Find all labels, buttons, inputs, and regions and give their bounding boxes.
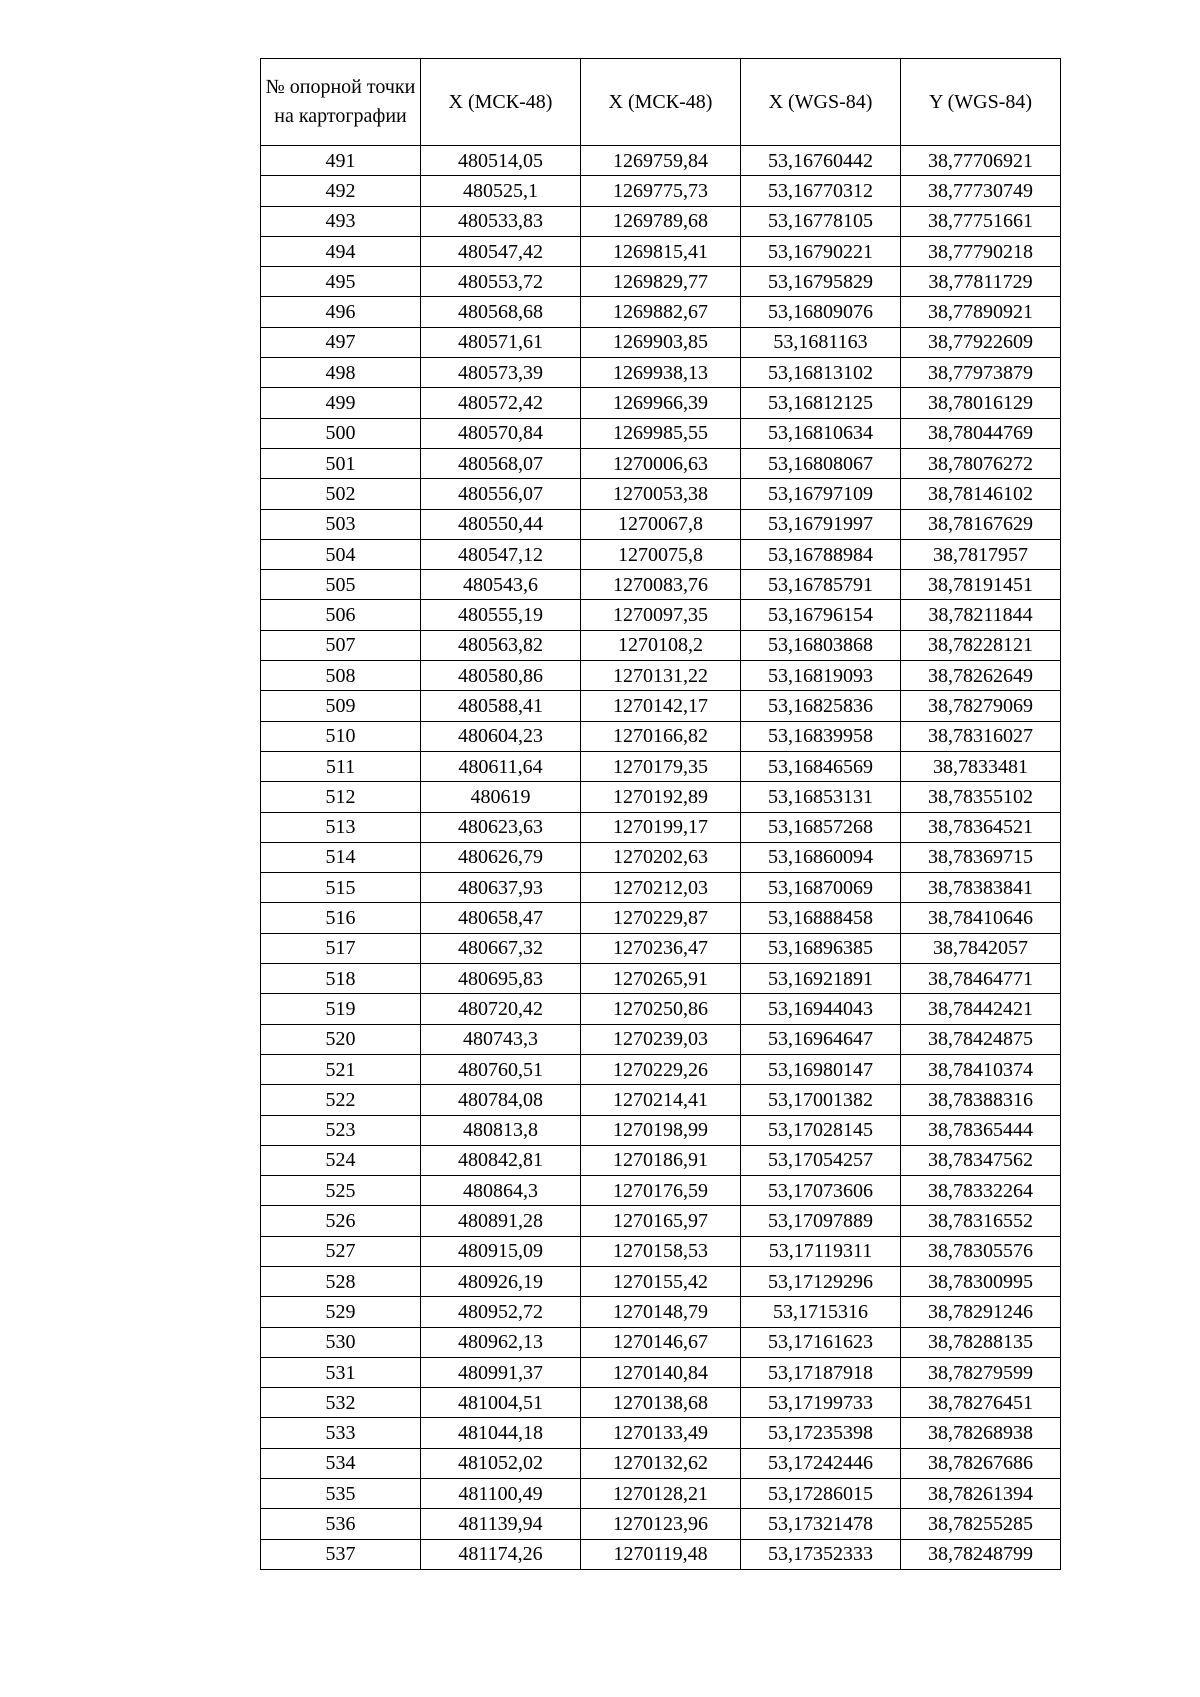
x-msk48-cell: 480813,8 [421, 1115, 581, 1145]
point-number-cell: 516 [261, 903, 421, 933]
table-row [261, 388, 1061, 418]
point-number-cell: 533 [261, 1418, 421, 1448]
x-wgs84-cell: 53,16812125 [741, 388, 901, 418]
table-row [261, 327, 1061, 357]
header-x-wgs84: X (WGS-84) [741, 59, 901, 146]
table-row [261, 994, 1061, 1024]
x-msk48-second-cell: 1270179,35 [581, 751, 741, 781]
point-number-cell: 500 [261, 418, 421, 448]
point-number-cell: 513 [261, 812, 421, 842]
table-row [261, 964, 1061, 994]
x-msk48-second-cell: 1270202,63 [581, 842, 741, 872]
point-number-cell: 515 [261, 873, 421, 903]
table-row [261, 176, 1061, 206]
x-msk48-second-cell: 1270158,53 [581, 1236, 741, 1266]
x-msk48-cell: 481174,26 [421, 1539, 581, 1569]
point-number-cell: 521 [261, 1054, 421, 1084]
table-row [261, 236, 1061, 266]
x-wgs84-cell: 53,16778105 [741, 206, 901, 236]
x-wgs84-cell: 53,17242446 [741, 1448, 901, 1478]
x-msk48-cell: 480952,72 [421, 1297, 581, 1327]
y-wgs84-cell: 38,78442421 [901, 994, 1061, 1024]
point-number-cell: 492 [261, 176, 421, 206]
point-number-cell: 519 [261, 994, 421, 1024]
x-msk48-second-cell: 1270265,91 [581, 964, 741, 994]
x-msk48-cell: 480572,42 [421, 388, 581, 418]
x-msk48-cell: 480915,09 [421, 1236, 581, 1266]
table-row [261, 1388, 1061, 1418]
point-number-cell: 534 [261, 1448, 421, 1478]
x-wgs84-cell: 53,17352333 [741, 1539, 901, 1569]
point-number-cell: 495 [261, 267, 421, 297]
point-number-cell: 494 [261, 236, 421, 266]
x-msk48-second-cell: 1270067,8 [581, 509, 741, 539]
x-msk48-second-cell: 1270138,68 [581, 1388, 741, 1418]
x-wgs84-cell: 53,16795829 [741, 267, 901, 297]
table-row [261, 509, 1061, 539]
point-number-cell: 508 [261, 661, 421, 691]
x-wgs84-cell: 53,16846569 [741, 751, 901, 781]
x-msk48-second-cell: 1270192,89 [581, 782, 741, 812]
x-wgs84-cell: 53,16870069 [741, 873, 901, 903]
x-wgs84-cell: 53,16808067 [741, 448, 901, 478]
point-number-cell: 511 [261, 751, 421, 781]
table-row [261, 1327, 1061, 1357]
x-msk48-cell: 480556,07 [421, 479, 581, 509]
x-wgs84-cell: 53,16791997 [741, 509, 901, 539]
y-wgs84-cell: 38,78267686 [901, 1448, 1061, 1478]
y-wgs84-cell: 38,78369715 [901, 842, 1061, 872]
x-msk48-cell: 480926,19 [421, 1266, 581, 1296]
x-wgs84-cell: 53,16980147 [741, 1054, 901, 1084]
x-msk48-cell: 480842,81 [421, 1145, 581, 1175]
x-msk48-cell: 480547,42 [421, 236, 581, 266]
y-wgs84-cell: 38,78211844 [901, 600, 1061, 630]
x-msk48-second-cell: 1270133,49 [581, 1418, 741, 1448]
x-msk48-second-cell: 1270006,63 [581, 448, 741, 478]
point-number-cell: 523 [261, 1115, 421, 1145]
point-number-cell: 509 [261, 691, 421, 721]
table-row [261, 1085, 1061, 1115]
point-number-cell: 504 [261, 539, 421, 569]
table-row [261, 1115, 1061, 1145]
x-msk48-second-cell: 1270166,82 [581, 721, 741, 751]
y-wgs84-cell: 38,78332264 [901, 1176, 1061, 1206]
point-number-cell: 506 [261, 600, 421, 630]
table-row [261, 1448, 1061, 1478]
y-wgs84-cell: 38,78291246 [901, 1297, 1061, 1327]
table-row [261, 842, 1061, 872]
point-number-cell: 497 [261, 327, 421, 357]
x-wgs84-cell: 53,17199733 [741, 1388, 901, 1418]
x-msk48-second-cell: 1270165,97 [581, 1206, 741, 1236]
table-body [261, 146, 1061, 1570]
x-msk48-second-cell: 1269829,77 [581, 267, 741, 297]
x-msk48-cell: 480864,3 [421, 1176, 581, 1206]
table-row [261, 721, 1061, 751]
x-msk48-cell: 480580,86 [421, 661, 581, 691]
table-row [261, 539, 1061, 569]
table-row [261, 1297, 1061, 1327]
x-wgs84-cell: 53,16770312 [741, 176, 901, 206]
y-wgs84-cell: 38,78228121 [901, 630, 1061, 660]
x-msk48-cell: 481004,51 [421, 1388, 581, 1418]
x-msk48-second-cell: 1269789,68 [581, 206, 741, 236]
y-wgs84-cell: 38,77790218 [901, 236, 1061, 266]
x-wgs84-cell: 53,1715316 [741, 1297, 901, 1327]
table-row [261, 448, 1061, 478]
table-row [261, 1145, 1061, 1175]
x-wgs84-cell: 53,16853131 [741, 782, 901, 812]
table-row [261, 873, 1061, 903]
x-msk48-second-cell: 1269815,41 [581, 236, 741, 266]
y-wgs84-cell: 38,78167629 [901, 509, 1061, 539]
point-number-cell: 531 [261, 1357, 421, 1387]
x-msk48-cell: 480514,05 [421, 146, 581, 176]
x-msk48-second-cell: 1270250,86 [581, 994, 741, 1024]
x-msk48-cell: 480568,68 [421, 297, 581, 327]
x-msk48-second-cell: 1270119,48 [581, 1539, 741, 1569]
x-msk48-second-cell: 1269903,85 [581, 327, 741, 357]
x-wgs84-cell: 53,16839958 [741, 721, 901, 751]
y-wgs84-cell: 38,78355102 [901, 782, 1061, 812]
point-number-cell: 532 [261, 1388, 421, 1418]
x-wgs84-cell: 53,16813102 [741, 358, 901, 388]
x-msk48-cell: 481052,02 [421, 1448, 581, 1478]
table-row [261, 691, 1061, 721]
table-row [261, 812, 1061, 842]
point-number-cell: 512 [261, 782, 421, 812]
point-number-cell: 501 [261, 448, 421, 478]
x-msk48-cell: 480695,83 [421, 964, 581, 994]
point-number-cell: 498 [261, 358, 421, 388]
x-msk48-cell: 480547,12 [421, 539, 581, 569]
y-wgs84-cell: 38,78388316 [901, 1085, 1061, 1115]
x-wgs84-cell: 53,16803868 [741, 630, 901, 660]
header-row [261, 59, 1061, 146]
x-msk48-cell: 481100,49 [421, 1479, 581, 1509]
x-msk48-second-cell: 1270176,59 [581, 1176, 741, 1206]
table-row [261, 297, 1061, 327]
x-msk48-cell: 480743,3 [421, 1024, 581, 1054]
x-msk48-cell: 480962,13 [421, 1327, 581, 1357]
point-number-cell: 537 [261, 1539, 421, 1569]
x-msk48-cell: 480550,44 [421, 509, 581, 539]
x-msk48-second-cell: 1270229,26 [581, 1054, 741, 1084]
point-number-cell: 524 [261, 1145, 421, 1175]
x-msk48-second-cell: 1269966,39 [581, 388, 741, 418]
x-wgs84-cell: 53,16810634 [741, 418, 901, 448]
x-msk48-second-cell: 1270214,41 [581, 1085, 741, 1115]
y-wgs84-cell: 38,78300995 [901, 1266, 1061, 1296]
x-wgs84-cell: 53,16785791 [741, 570, 901, 600]
x-wgs84-cell: 53,17073606 [741, 1176, 901, 1206]
x-wgs84-cell: 53,17054257 [741, 1145, 901, 1175]
table-row [261, 1418, 1061, 1448]
x-msk48-cell: 480626,79 [421, 842, 581, 872]
y-wgs84-cell: 38,78279599 [901, 1357, 1061, 1387]
table-row [261, 751, 1061, 781]
x-wgs84-cell: 53,16888458 [741, 903, 901, 933]
x-msk48-second-cell: 1270155,42 [581, 1266, 741, 1296]
x-wgs84-cell: 53,17235398 [741, 1418, 901, 1448]
x-msk48-second-cell: 1269882,67 [581, 297, 741, 327]
x-wgs84-cell: 53,1681163 [741, 327, 901, 357]
point-number-cell: 529 [261, 1297, 421, 1327]
x-msk48-second-cell: 1270236,47 [581, 933, 741, 963]
x-msk48-second-cell: 1270186,91 [581, 1145, 741, 1175]
table-row [261, 661, 1061, 691]
x-msk48-second-cell: 1270142,17 [581, 691, 741, 721]
table-row [261, 1054, 1061, 1084]
header-point-number: № опорной точки на картографии [261, 59, 421, 146]
x-msk48-second-cell: 1270075,8 [581, 539, 741, 569]
y-wgs84-cell: 38,7817957 [901, 539, 1061, 569]
table-row [261, 1176, 1061, 1206]
point-number-cell: 505 [261, 570, 421, 600]
table-row [261, 600, 1061, 630]
x-wgs84-cell: 53,16944043 [741, 994, 901, 1024]
table-row [261, 570, 1061, 600]
point-number-cell: 528 [261, 1266, 421, 1296]
point-number-cell: 525 [261, 1176, 421, 1206]
y-wgs84-cell: 38,78383841 [901, 873, 1061, 903]
x-msk48-cell: 481139,94 [421, 1509, 581, 1539]
table-row [261, 903, 1061, 933]
table-row [261, 267, 1061, 297]
x-wgs84-cell: 53,17129296 [741, 1266, 901, 1296]
x-msk48-cell: 480611,64 [421, 751, 581, 781]
x-msk48-second-cell: 1269775,73 [581, 176, 741, 206]
y-wgs84-cell: 38,78262649 [901, 661, 1061, 691]
table-row [261, 1509, 1061, 1539]
y-wgs84-cell: 38,78410374 [901, 1054, 1061, 1084]
y-wgs84-cell: 38,78279069 [901, 691, 1061, 721]
x-wgs84-cell: 53,16819093 [741, 661, 901, 691]
x-wgs84-cell: 53,16896385 [741, 933, 901, 963]
x-msk48-cell: 480553,72 [421, 267, 581, 297]
point-number-cell: 503 [261, 509, 421, 539]
y-wgs84-cell: 38,77706921 [901, 146, 1061, 176]
x-msk48-second-cell: 1270132,62 [581, 1448, 741, 1478]
x-wgs84-cell: 53,17321478 [741, 1509, 901, 1539]
table-row [261, 418, 1061, 448]
table-row [261, 1539, 1061, 1569]
x-wgs84-cell: 53,16797109 [741, 479, 901, 509]
x-msk48-cell: 480533,83 [421, 206, 581, 236]
x-msk48-cell: 480563,82 [421, 630, 581, 660]
y-wgs84-cell: 38,78016129 [901, 388, 1061, 418]
table-row [261, 358, 1061, 388]
point-number-cell: 520 [261, 1024, 421, 1054]
y-wgs84-cell: 38,78364521 [901, 812, 1061, 842]
point-number-cell: 527 [261, 1236, 421, 1266]
x-msk48-second-cell: 1270198,99 [581, 1115, 741, 1145]
y-wgs84-cell: 38,78146102 [901, 479, 1061, 509]
x-wgs84-cell: 53,16825836 [741, 691, 901, 721]
x-msk48-second-cell: 1270199,17 [581, 812, 741, 842]
x-wgs84-cell: 53,16809076 [741, 297, 901, 327]
x-msk48-cell: 480525,1 [421, 176, 581, 206]
x-msk48-cell: 480667,32 [421, 933, 581, 963]
x-msk48-cell: 480991,37 [421, 1357, 581, 1387]
x-msk48-cell: 480623,63 [421, 812, 581, 842]
x-msk48-second-cell: 1270053,38 [581, 479, 741, 509]
y-wgs84-cell: 38,78268938 [901, 1418, 1061, 1448]
x-msk48-second-cell: 1270229,87 [581, 903, 741, 933]
y-wgs84-cell: 38,78261394 [901, 1479, 1061, 1509]
y-wgs84-cell: 38,78464771 [901, 964, 1061, 994]
x-msk48-cell: 480891,28 [421, 1206, 581, 1236]
x-wgs84-cell: 53,17161623 [741, 1327, 901, 1357]
x-wgs84-cell: 53,17001382 [741, 1085, 901, 1115]
x-wgs84-cell: 53,16857268 [741, 812, 901, 842]
point-number-cell: 522 [261, 1085, 421, 1115]
x-wgs84-cell: 53,17187918 [741, 1357, 901, 1387]
x-msk48-cell: 480570,84 [421, 418, 581, 448]
y-wgs84-cell: 38,78316552 [901, 1206, 1061, 1236]
table-row [261, 782, 1061, 812]
header-x-msk48: X (МСК-48) [421, 59, 581, 146]
table-row [261, 1479, 1061, 1509]
y-wgs84-cell: 38,77922609 [901, 327, 1061, 357]
point-number-cell: 502 [261, 479, 421, 509]
x-msk48-second-cell: 1269985,55 [581, 418, 741, 448]
point-number-cell: 535 [261, 1479, 421, 1509]
x-msk48-second-cell: 1270097,35 [581, 600, 741, 630]
point-number-cell: 530 [261, 1327, 421, 1357]
x-msk48-cell: 480604,23 [421, 721, 581, 751]
y-wgs84-cell: 38,78347562 [901, 1145, 1061, 1175]
x-wgs84-cell: 53,17286015 [741, 1479, 901, 1509]
table-row [261, 1266, 1061, 1296]
point-number-cell: 491 [261, 146, 421, 176]
table-row [261, 1206, 1061, 1236]
table-row [261, 206, 1061, 236]
y-wgs84-cell: 38,78248799 [901, 1539, 1061, 1569]
x-msk48-cell: 480658,47 [421, 903, 581, 933]
table-row [261, 1024, 1061, 1054]
y-wgs84-cell: 38,78276451 [901, 1388, 1061, 1418]
table-row [261, 1357, 1061, 1387]
x-wgs84-cell: 53,17028145 [741, 1115, 901, 1145]
point-number-cell: 518 [261, 964, 421, 994]
point-number-cell: 507 [261, 630, 421, 660]
table-row [261, 479, 1061, 509]
x-msk48-cell: 480568,07 [421, 448, 581, 478]
x-wgs84-cell: 53,16964647 [741, 1024, 901, 1054]
y-wgs84-cell: 38,77973879 [901, 358, 1061, 388]
x-msk48-cell: 480784,08 [421, 1085, 581, 1115]
x-msk48-cell: 480571,61 [421, 327, 581, 357]
point-number-cell: 510 [261, 721, 421, 751]
x-msk48-second-cell: 1270128,21 [581, 1479, 741, 1509]
point-number-cell: 499 [261, 388, 421, 418]
x-msk48-cell: 480543,6 [421, 570, 581, 600]
y-wgs84-cell: 38,78410646 [901, 903, 1061, 933]
y-wgs84-cell: 38,78044769 [901, 418, 1061, 448]
x-msk48-cell: 480555,19 [421, 600, 581, 630]
header-x-msk48-second: X (МСК-48) [581, 59, 741, 146]
x-msk48-second-cell: 1270140,84 [581, 1357, 741, 1387]
x-msk48-second-cell: 1270146,67 [581, 1327, 741, 1357]
x-msk48-cell: 480619 [421, 782, 581, 812]
x-wgs84-cell: 53,17119311 [741, 1236, 901, 1266]
x-msk48-cell: 480573,39 [421, 358, 581, 388]
point-number-cell: 536 [261, 1509, 421, 1539]
x-msk48-second-cell: 1269759,84 [581, 146, 741, 176]
x-msk48-second-cell: 1270148,79 [581, 1297, 741, 1327]
point-number-cell: 514 [261, 842, 421, 872]
table-header [261, 59, 1061, 146]
point-number-cell: 517 [261, 933, 421, 963]
y-wgs84-cell: 38,77751661 [901, 206, 1061, 236]
x-wgs84-cell: 53,17097889 [741, 1206, 901, 1236]
table-row [261, 146, 1061, 176]
y-wgs84-cell: 38,77890921 [901, 297, 1061, 327]
x-msk48-cell: 480760,51 [421, 1054, 581, 1084]
y-wgs84-cell: 38,7833481 [901, 751, 1061, 781]
y-wgs84-cell: 38,77811729 [901, 267, 1061, 297]
x-msk48-cell: 480720,42 [421, 994, 581, 1024]
y-wgs84-cell: 38,78076272 [901, 448, 1061, 478]
x-wgs84-cell: 53,16790221 [741, 236, 901, 266]
x-msk48-second-cell: 1270131,22 [581, 661, 741, 691]
x-msk48-second-cell: 1269938,13 [581, 358, 741, 388]
y-wgs84-cell: 38,78288135 [901, 1327, 1061, 1357]
y-wgs84-cell: 38,77730749 [901, 176, 1061, 206]
table-row [261, 630, 1061, 660]
x-msk48-second-cell: 1270108,2 [581, 630, 741, 660]
x-msk48-second-cell: 1270239,03 [581, 1024, 741, 1054]
point-number-cell: 496 [261, 297, 421, 327]
x-wgs84-cell: 53,16760442 [741, 146, 901, 176]
table-row [261, 1236, 1061, 1266]
x-msk48-second-cell: 1270123,96 [581, 1509, 741, 1539]
header-y-wgs84: Y (WGS-84) [901, 59, 1061, 146]
y-wgs84-cell: 38,7842057 [901, 933, 1061, 963]
y-wgs84-cell: 38,78255285 [901, 1509, 1061, 1539]
y-wgs84-cell: 38,78305576 [901, 1236, 1061, 1266]
y-wgs84-cell: 38,78191451 [901, 570, 1061, 600]
x-msk48-cell: 480588,41 [421, 691, 581, 721]
x-msk48-cell: 480637,93 [421, 873, 581, 903]
x-msk48-second-cell: 1270083,76 [581, 570, 741, 600]
coordinates-table [260, 58, 1061, 1570]
point-number-cell: 526 [261, 1206, 421, 1236]
x-msk48-cell: 481044,18 [421, 1418, 581, 1448]
y-wgs84-cell: 38,78365444 [901, 1115, 1061, 1145]
y-wgs84-cell: 38,78424875 [901, 1024, 1061, 1054]
x-wgs84-cell: 53,16860094 [741, 842, 901, 872]
x-wgs84-cell: 53,16788984 [741, 539, 901, 569]
table-row [261, 933, 1061, 963]
y-wgs84-cell: 38,78316027 [901, 721, 1061, 751]
x-wgs84-cell: 53,16921891 [741, 964, 901, 994]
x-wgs84-cell: 53,16796154 [741, 600, 901, 630]
x-msk48-second-cell: 1270212,03 [581, 873, 741, 903]
point-number-cell: 493 [261, 206, 421, 236]
